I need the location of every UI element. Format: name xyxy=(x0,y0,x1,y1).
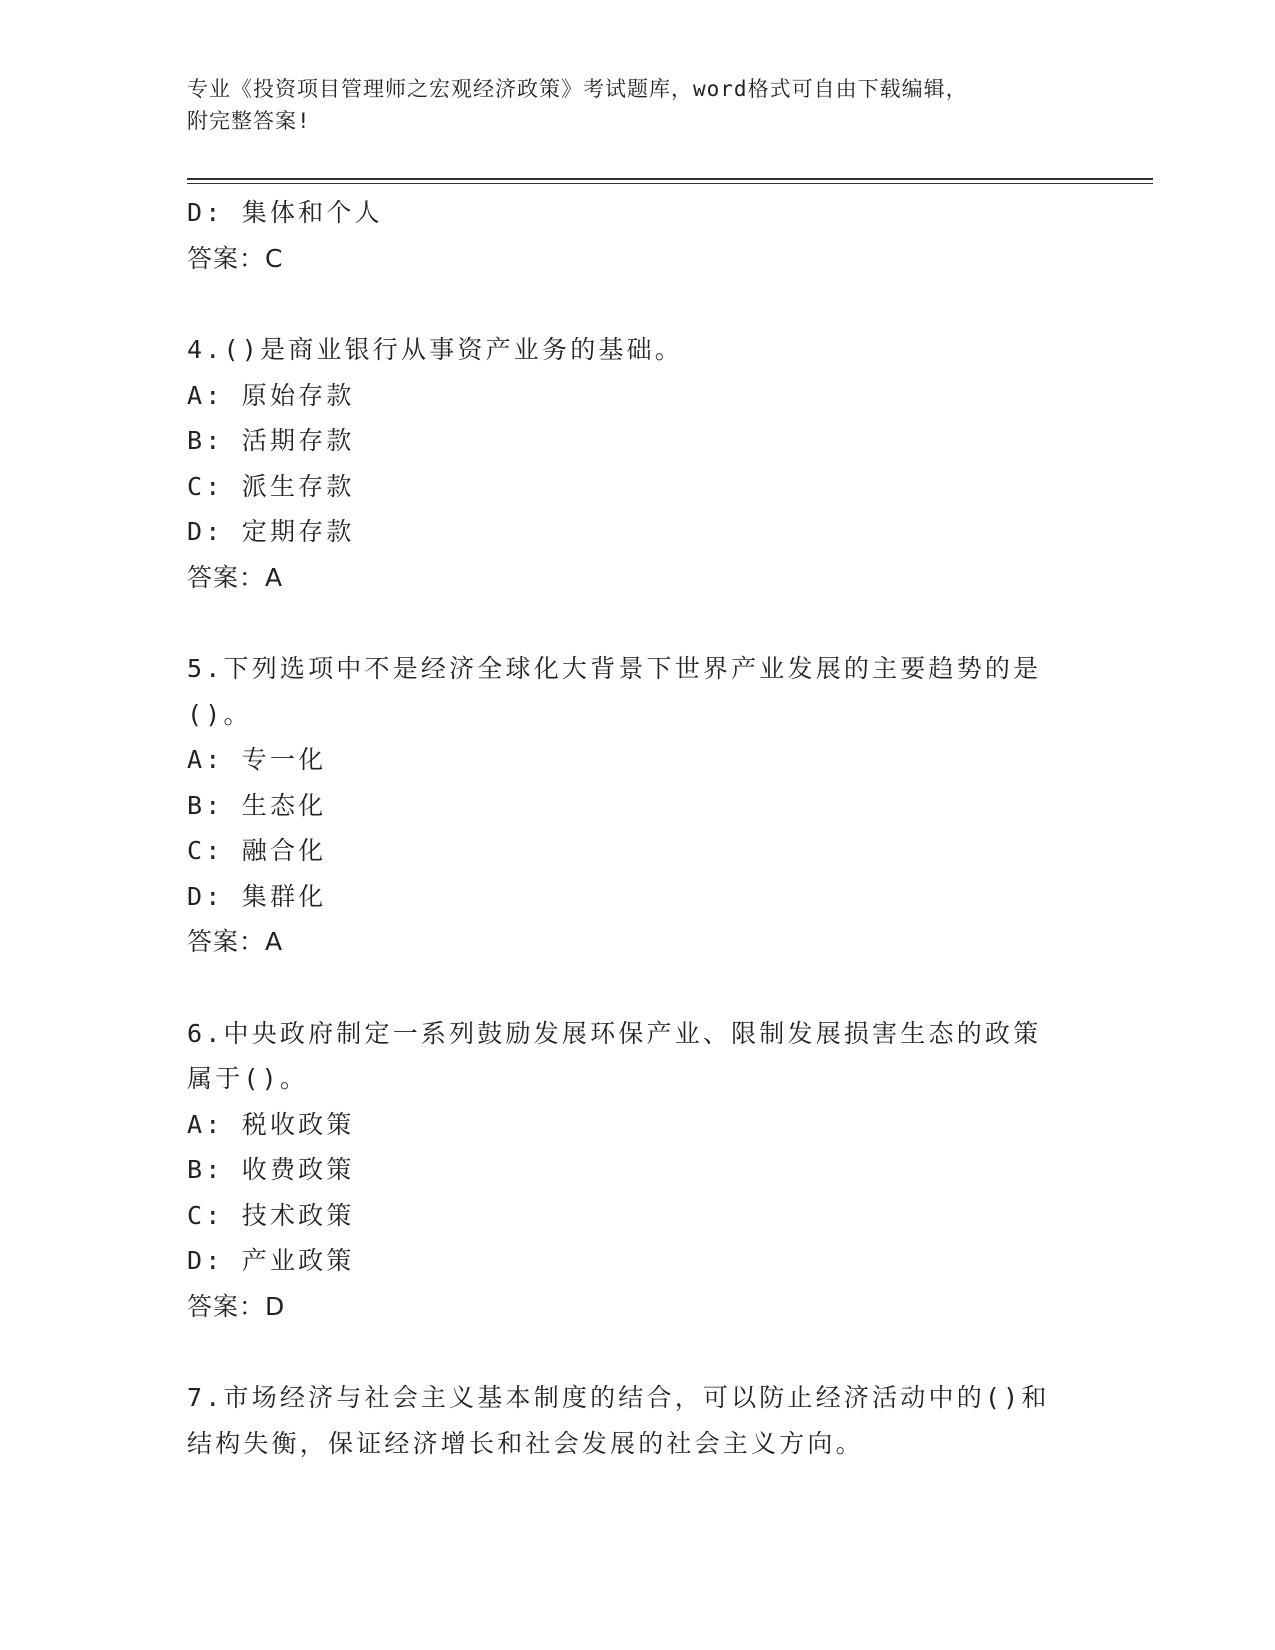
question-5-option-d: D: 集群化 xyxy=(187,881,327,911)
question-4 xyxy=(187,327,1067,600)
question-6-stem-line-1: 6.中央政府制定一系列鼓励发展环保产业、限制发展损害生态的政策 xyxy=(187,1018,1042,1048)
document-header xyxy=(187,73,1067,137)
question-6-option-a: A: 税收政策 xyxy=(187,1109,355,1139)
question-6-stem-line-2: 属于()。 xyxy=(187,1064,309,1093)
question-4-option-c: C: 派生存款 xyxy=(187,471,355,501)
question-7 xyxy=(187,1375,1067,1466)
question-5-option-c: C: 融合化 xyxy=(187,836,327,865)
question-4-answer: 答案：A xyxy=(187,562,284,592)
question-5 xyxy=(187,646,1067,965)
question-5-stem-line-1: 5.下列选项中不是经济全球化大背景下世界产业发展的主要趋势的是 xyxy=(187,654,1042,683)
question-4-option-a: A: 原始存款 xyxy=(187,380,355,410)
header-rule-thick xyxy=(187,178,1153,180)
question-7-stem-line-1: 7.市场经济与社会主义基本制度的结合，可以防止经济活动中的()和 xyxy=(187,1383,1050,1412)
question-4-stem: 4.()是商业银行从事资产业务的基础。 xyxy=(187,335,684,364)
prev-answer: 答案：C xyxy=(187,243,284,273)
question-5-stem-line-2: ()。 xyxy=(187,699,252,729)
question-list xyxy=(187,190,1067,1466)
question-6-option-d: D: 产业政策 xyxy=(187,1246,355,1275)
header-rule-thin xyxy=(187,183,1153,184)
prev-option-d: D: 集体和个人 xyxy=(187,198,383,227)
question-5-option-a: A: 专一化 xyxy=(187,745,327,774)
header-line-1: 专业《投资项目管理师之宏观经济政策》考试题库，word格式可自由下载编辑， xyxy=(187,77,968,101)
question-7-stem-line-2: 结构失衡，保证经济增长和社会发展的社会主义方向。 xyxy=(187,1428,864,1458)
question-4-option-b: B: 活期存款 xyxy=(187,426,355,455)
question-5-answer: 答案：A xyxy=(187,927,284,956)
question-6-option-c: C: 技术政策 xyxy=(187,1200,355,1230)
question-6-option-b: B: 收费政策 xyxy=(187,1155,355,1184)
question-6-answer: 答案：D xyxy=(187,1291,286,1321)
question-5-option-b: B: 生态化 xyxy=(187,790,327,820)
header-line-2: 附完整答案! xyxy=(187,109,311,133)
question-6 xyxy=(187,1011,1067,1330)
question-4-option-d: D: 定期存款 xyxy=(187,517,355,546)
